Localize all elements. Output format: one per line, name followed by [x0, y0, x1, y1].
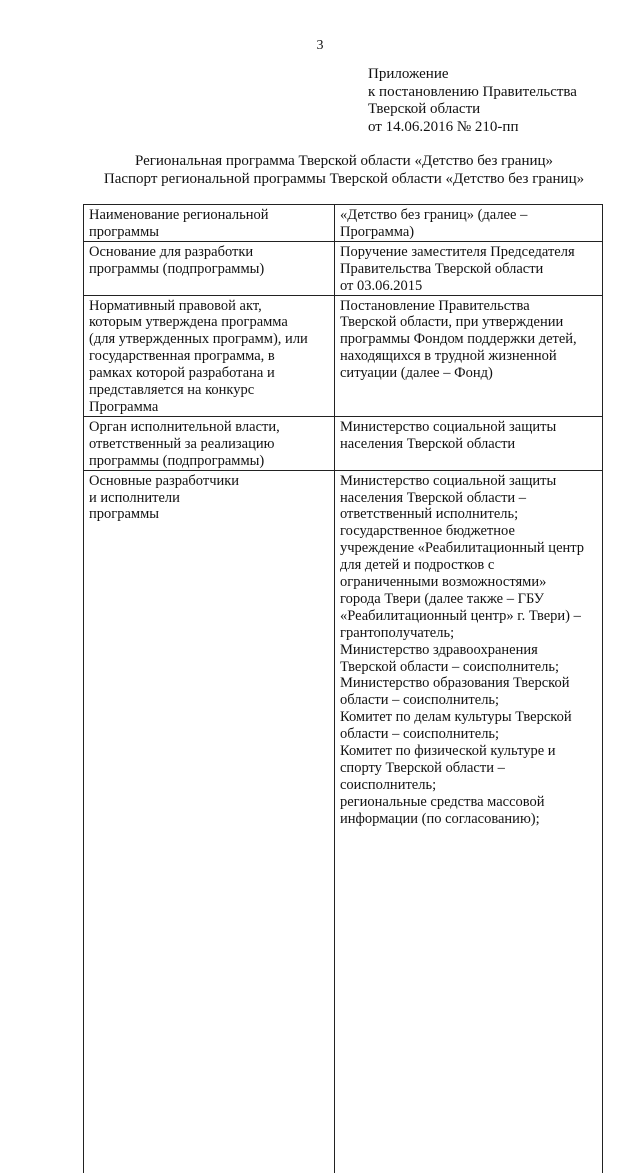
value-line: ограниченными возможностями»	[340, 574, 547, 591]
row-value-cell	[335, 416, 603, 470]
passport-table	[83, 204, 603, 1173]
value-line: региональные средства массовой	[340, 793, 545, 810]
value-line: Министерство образования Тверской	[340, 675, 570, 692]
row-value-cell	[335, 241, 603, 295]
label-line: ответственный за реализацию	[89, 435, 275, 452]
row-label-cell	[84, 295, 335, 416]
label-line: Основание для разработки	[89, 243, 254, 260]
row-value-cell	[335, 295, 603, 416]
label-line: и исполнители	[89, 489, 180, 506]
value-line: информации (по согласованию);	[340, 810, 540, 827]
value-line: «Детство без границ» (далее –	[340, 207, 528, 223]
row-label-cell	[84, 205, 335, 242]
label-line: Наименование региональной	[89, 207, 269, 223]
label-line: которым утверждена программа	[89, 314, 288, 331]
value-line: Комитет по делам культуры Тверской	[340, 709, 572, 726]
value-line: Тверской области – соисполнитель;	[340, 658, 560, 675]
appendix-line: Приложение	[368, 66, 449, 82]
label-line: Нормативный правовой акт,	[89, 297, 262, 314]
label-line: программы	[89, 223, 159, 240]
row-label-cell	[84, 470, 335, 1173]
label-line: представляется на конкурс	[89, 382, 255, 399]
row-label-cell	[84, 416, 335, 470]
table-row	[84, 295, 603, 416]
label-line: Основные разработчики	[89, 472, 240, 489]
label-line: программы (подпрограммы)	[89, 260, 265, 277]
appendix-line: к постановлению Правительства	[368, 83, 577, 100]
value-line: находящихся в трудной жизненной	[340, 348, 557, 365]
value-line: для детей и подростков с	[340, 557, 495, 574]
table-row	[84, 205, 603, 242]
value-line: населения Тверской области	[340, 435, 516, 452]
value-line: государственное бюджетное	[340, 523, 515, 540]
value-line: от 03.06.2015	[340, 277, 423, 294]
label-line: (для утвержденных программ), или	[89, 331, 308, 348]
value-line: программы Фондом поддержки детей,	[340, 331, 577, 348]
table-row	[84, 241, 603, 295]
value-line: Министерство здравоохранения	[340, 641, 538, 658]
value-line: Министерство социальной защиты	[340, 472, 557, 489]
label-line: программы (подпрограммы)	[89, 452, 265, 469]
table-row	[84, 416, 603, 470]
appendix-line: Тверской области	[368, 101, 481, 117]
appendix-line: от 14.06.2016 № 210-пп	[368, 118, 519, 135]
page-number: 3	[316, 38, 324, 53]
document-heading	[0, 152, 640, 188]
value-line: ситуации (далее – Фонд)	[340, 365, 493, 382]
value-line: Тверской области, при утверждении	[340, 314, 564, 331]
value-line: Правительства Тверской области	[340, 260, 544, 277]
program-title: Региональная программа Тверской области «Детство без границ»	[134, 153, 554, 169]
value-line: учреждение «Реабилитационный центр	[340, 540, 585, 557]
value-line: Постановление Правительства	[340, 297, 530, 314]
value-line: соисполнитель;	[340, 776, 437, 793]
label-line: государственная программа, в	[89, 348, 275, 365]
value-line: ответственный исполнитель;	[340, 506, 519, 523]
row-label-cell	[84, 241, 335, 295]
label-line: программы	[89, 506, 159, 523]
value-line: Комитет по физической культуре и	[340, 743, 556, 760]
label-line: Программа	[89, 398, 159, 415]
row-value-cell	[335, 470, 603, 1173]
value-line: Министерство социальной защиты	[340, 418, 557, 435]
label-line: Орган исполнительной власти,	[89, 418, 280, 435]
appendix-block	[368, 66, 577, 136]
value-line: города Твери (далее также – ГБУ	[340, 590, 545, 607]
value-line: Поручение заместителя Председателя	[340, 243, 575, 260]
table-row	[84, 470, 603, 1173]
row-value-cell	[335, 205, 603, 242]
value-line: грантополучатель;	[340, 624, 455, 641]
value-line: спорту Тверской области –	[340, 760, 505, 776]
passport-title: Паспорт региональной программы Тверской области «Детство без границ»	[103, 171, 585, 187]
value-line: населения Тверской области –	[340, 489, 527, 506]
value-line: области – соисполнитель;	[340, 692, 500, 709]
label-line: рамках которой разработана и	[89, 365, 275, 382]
value-line: области – соисполнитель;	[340, 726, 500, 743]
value-line: Программа)	[340, 223, 415, 240]
value-line: «Реабилитационный центр» г. Твери) –	[340, 607, 581, 624]
